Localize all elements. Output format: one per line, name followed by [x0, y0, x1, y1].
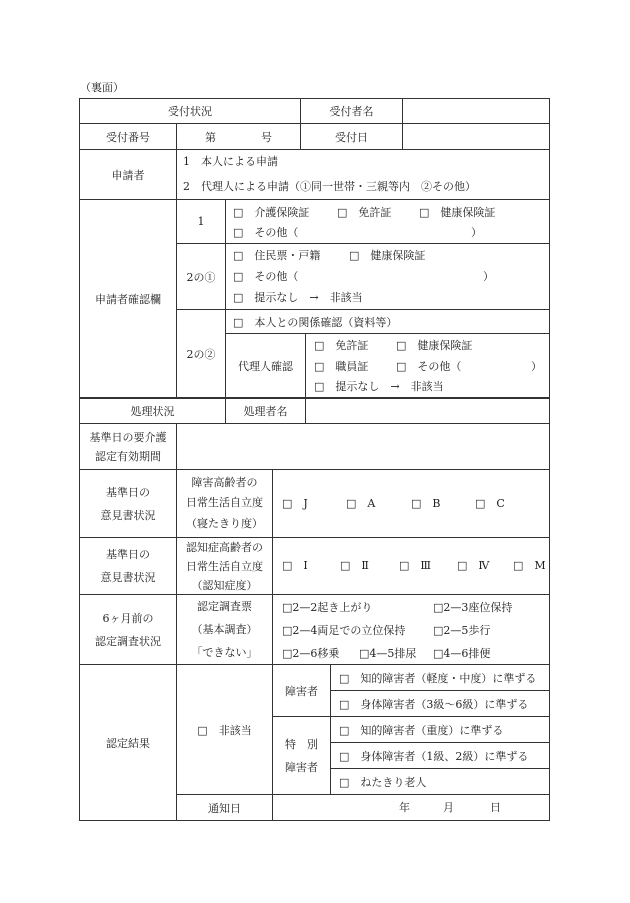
checkbox-drivers-license: □ 免許証: [337, 206, 392, 219]
checkbox-health-insurance-card: □ 健康保険証: [396, 339, 473, 352]
notification-date-field: [272, 794, 550, 821]
receiver-name-field: [402, 98, 550, 124]
dementia-degree-label-line: 日常生活自立度: [186, 559, 263, 573]
receiver-name-label: 受付者名: [300, 98, 403, 124]
reception-date-label: 受付日: [300, 123, 403, 150]
proxy-confirmation-content: [305, 333, 550, 398]
checkbox-physical-grade-1-2: □ 身体障害者（1級、2級）に準ずる: [330, 742, 550, 769]
checkbox-rank-3: □ Ⅲ: [399, 559, 432, 572]
checkbox-intellectual-mild: □ 知的障害者（軽度・中度）に準ずる: [330, 664, 550, 691]
result-label: 認定結果: [79, 664, 177, 821]
other-close-paren: ）: [531, 360, 542, 373]
opinion-status-label-line: 意見書状況: [100, 508, 156, 522]
year-label: 年: [399, 801, 410, 814]
reception-number-prefix: 第: [205, 130, 216, 144]
checkbox-sitting-posture: □2—3座位保持: [433, 601, 513, 614]
dementia-degree-label-line: 認知症高齢者の: [186, 540, 263, 554]
checkbox-rank-2: □ Ⅱ: [340, 559, 369, 572]
special-disabled-label-line: 特 別: [285, 737, 318, 751]
opinion-status-label-line: 意見書状況: [100, 571, 156, 584]
checkbox-rank-1: □ Ⅰ: [282, 559, 308, 572]
checkbox-physical-grade-3-6: □ 身体障害者（3級～6級）に準ずる: [330, 690, 550, 717]
checkbox-defecation: □4—6排便: [433, 647, 491, 660]
bedridden-degree-label: [176, 469, 273, 538]
checkbox-rank-4: □ Ⅳ: [457, 559, 490, 572]
dementia-degree-label-line: （認知症度）: [191, 578, 258, 592]
special-disabled-label-line: 障害者: [285, 760, 318, 774]
applicant-options: [176, 149, 550, 200]
checkbox-rank-b: □ B: [411, 497, 441, 510]
checkbox-health-insurance-card: □ 健康保険証: [349, 249, 426, 262]
checkbox-other: □ その他（: [396, 360, 462, 373]
other-close-paren: ）: [483, 270, 494, 283]
care-period-label-line: 認定有効期間: [95, 449, 161, 463]
checkbox-not-presented: □ 提示なし → 非該当: [314, 380, 444, 393]
reception-status-label: 受付状況: [79, 98, 301, 124]
notification-date-label: 通知日: [176, 794, 273, 821]
checkbox-bedridden-elderly: □ ねたきり老人: [330, 768, 550, 795]
verification-sec2-1-label: 2の①: [176, 243, 226, 310]
bedridden-degree-label-line: 日常生活自立度: [186, 496, 263, 510]
survey-status-label: [79, 594, 177, 665]
care-period-label-line: 基準日の要介護: [89, 430, 167, 444]
processor-name-label: 処理者名: [225, 397, 306, 424]
verification-label: 申請者確認欄: [79, 199, 177, 398]
page-side-label: （裏面）: [80, 81, 124, 94]
verification-sec1-label: 1: [176, 199, 226, 244]
care-period-label: [79, 423, 177, 470]
checkbox-sitting-up: □2—2起き上がり: [282, 601, 373, 614]
opinion-status-label-line: 基準日の: [106, 548, 150, 561]
checkbox-walking: □2—5歩行: [433, 624, 491, 637]
bedridden-degree-label-line: 障害高齢者の: [191, 475, 258, 489]
checkbox-other: □ その他（: [233, 270, 299, 283]
reception-number-label: 受付番号: [79, 123, 177, 150]
processor-name-field: [305, 397, 550, 424]
checkbox-drivers-license: □ 免許証: [314, 339, 369, 352]
checkbox-not-applicable: □ 非該当: [176, 664, 273, 795]
checkbox-relationship-confirmation: □ 本人との関係確認（資料等）: [225, 309, 550, 334]
reception-date-field: [402, 123, 550, 150]
other-close-paren: ）: [471, 226, 482, 239]
reception-number-field: [176, 123, 301, 150]
day-label: 日: [490, 801, 501, 814]
checkbox-transfer: □2—6移乗: [282, 647, 340, 660]
checkbox-staff-id: □ 職員証: [314, 360, 369, 373]
opinion-status-label: [79, 469, 177, 538]
care-period-field: [176, 423, 550, 470]
special-disabled-label: [272, 716, 331, 795]
verification-sec2-2-label: 2の②: [176, 309, 226, 398]
applicant-label: 申請者: [79, 149, 177, 200]
processing-status-label: 処理状況: [79, 397, 226, 424]
applicant-option-proxy: 2 代理人による申請（①同一世帯・三親等内 ②その他）: [183, 180, 476, 193]
dementia-degree-label: [176, 537, 273, 595]
dementia-degree-options: [272, 537, 550, 595]
checkbox-rank-m: □ M: [513, 559, 546, 572]
survey-form-label: [176, 594, 273, 665]
checkbox-resident-register: □ 住民票・戸籍: [233, 249, 321, 262]
bedridden-degree-options: [272, 469, 550, 538]
checkbox-rank-c: □ C: [475, 497, 505, 510]
checkbox-other: □ その他（: [233, 226, 299, 239]
proxy-confirmation-label: 代理人確認: [225, 333, 306, 398]
checkbox-not-presented: □ 提示なし → 非該当: [233, 291, 363, 304]
checkbox-intellectual-severe: □ 知的障害者（重度）に準ずる: [330, 716, 550, 743]
verification-sec2-1-content: [225, 243, 550, 310]
reception-number-suffix: 号: [261, 130, 272, 144]
checkbox-urination: □4—5排尿: [359, 647, 417, 660]
verification-sec1-content: [225, 199, 550, 244]
checkbox-rank-a: □ A: [346, 497, 376, 510]
survey-form-label-line: （基本調査）: [191, 623, 258, 636]
checkbox-rank-j: □ J: [282, 497, 308, 510]
checkbox-health-insurance-card: □ 健康保険証: [419, 206, 496, 219]
survey-status-label-line: 6ヶ月前の: [102, 611, 154, 625]
checkbox-care-insurance-card: □ 介護保険証: [233, 206, 310, 219]
survey-status-label-line: 認定調査状況: [95, 634, 161, 648]
opinion-status-label-line: 基準日の: [106, 485, 150, 499]
survey-form-label-line: 認定調査票: [197, 600, 252, 613]
checkbox-standing: □2—4両足での立位保持: [282, 624, 406, 637]
survey-form-label-line: 「できない」: [191, 646, 258, 659]
survey-items: [272, 594, 550, 665]
disabled-label: 障害者: [272, 664, 331, 717]
opinion-status-label: [79, 537, 177, 595]
month-label: 月: [443, 801, 454, 814]
bedridden-degree-label-line: （寝たきり度）: [186, 516, 263, 530]
applicant-option-self: 1 本人による申請: [183, 155, 278, 168]
